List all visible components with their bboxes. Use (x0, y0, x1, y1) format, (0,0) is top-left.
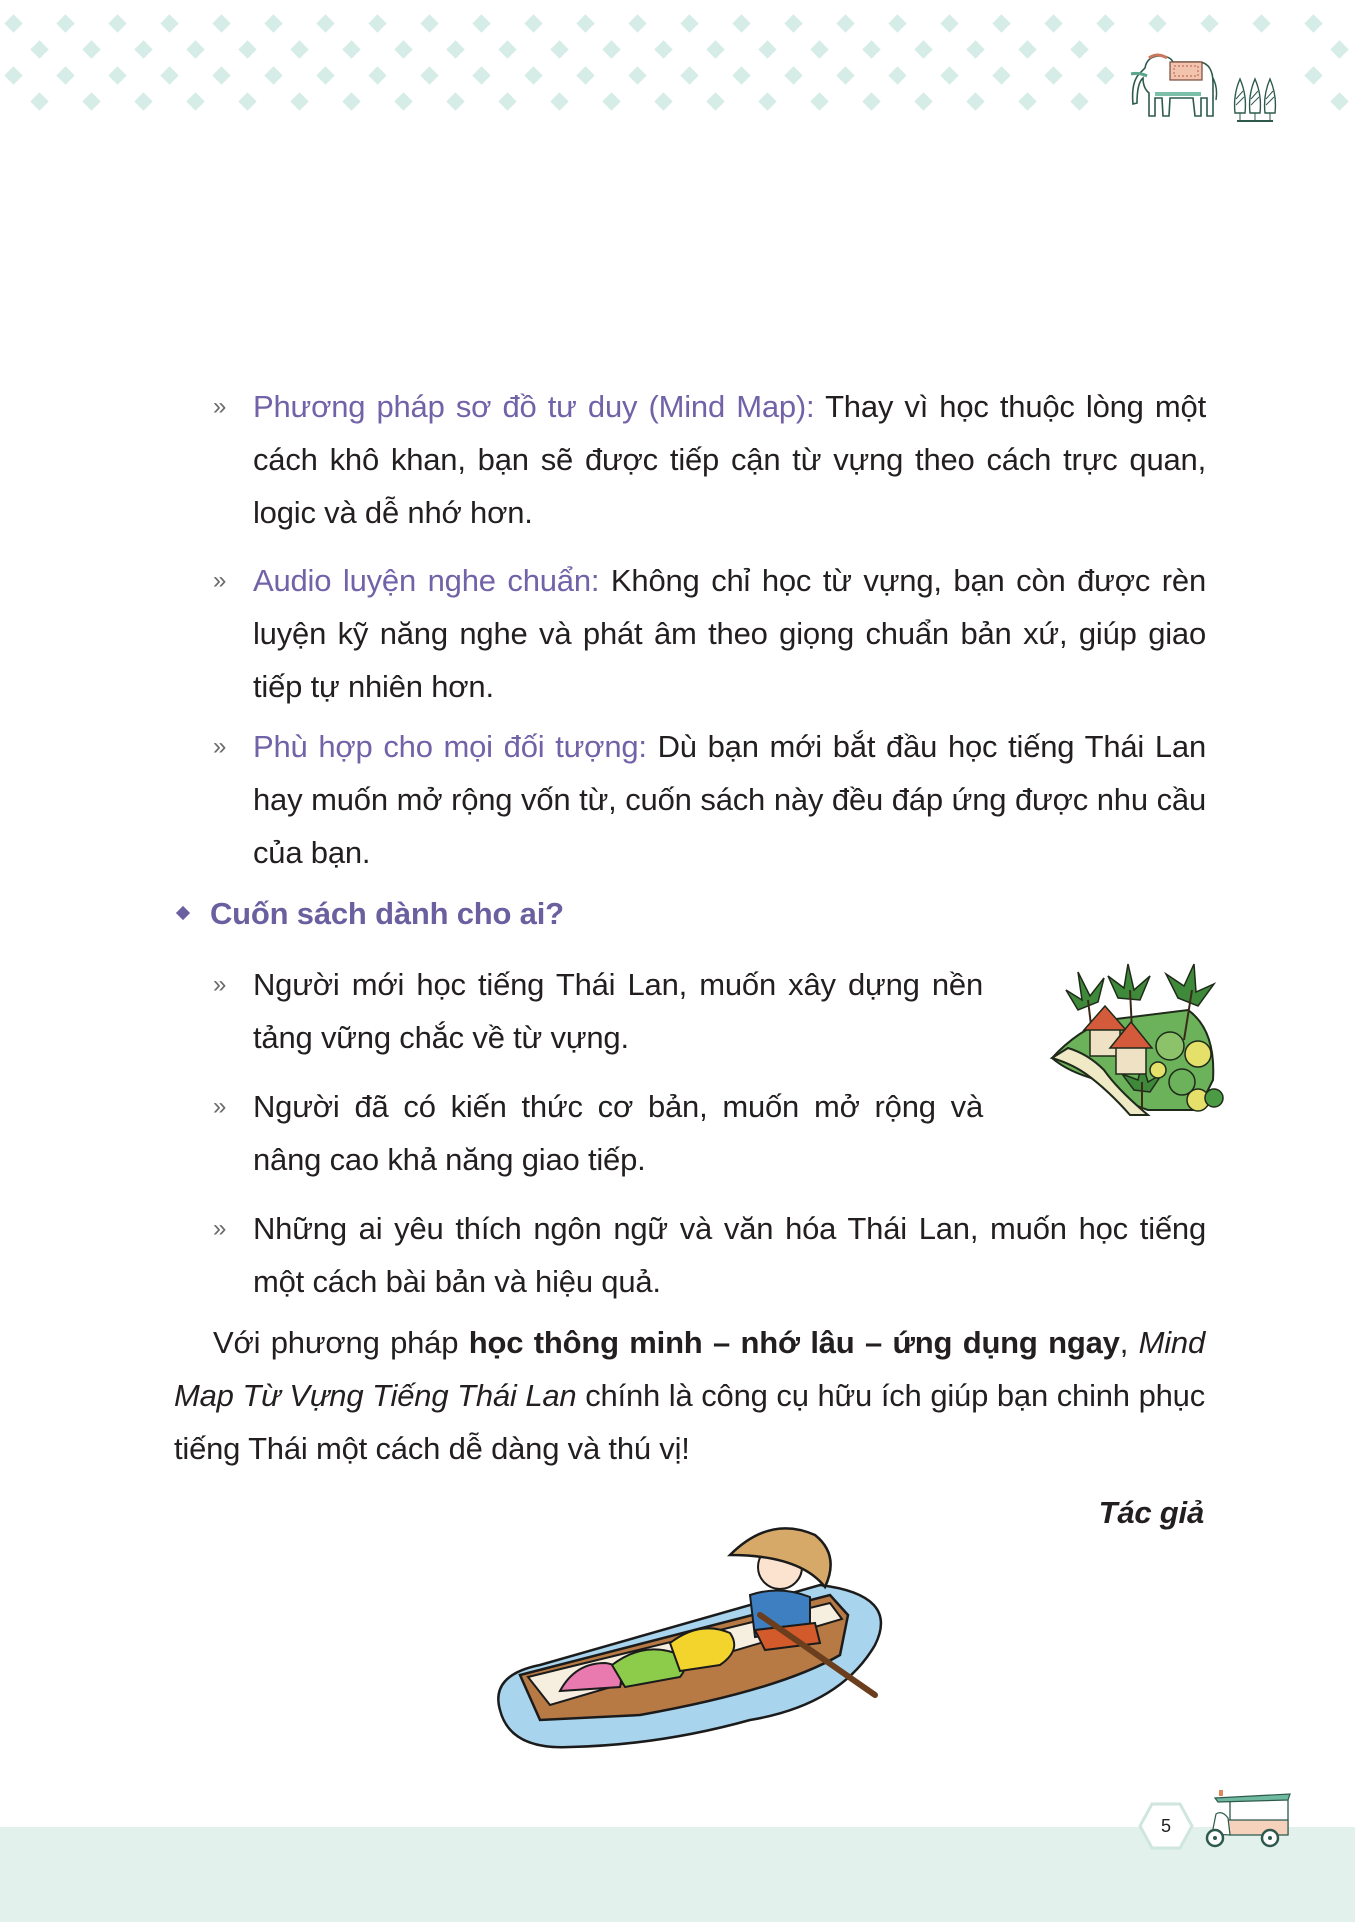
pattern-diamond (1096, 66, 1114, 84)
pattern-diamond (888, 14, 906, 32)
page-number: 5 (1160, 1816, 1171, 1836)
pattern-diamond (524, 14, 542, 32)
feature-item-audience-fit (213, 720, 1206, 879)
feature-text: Dù bạn mới bắt đầu học tiếng Thái Lan hay muốn mở rộng vốn từ, cuốn sách này đều đáp ứng được nhu cầu của bạn. (253, 729, 1206, 870)
book-title: Mind Map Từ Vựng Tiếng Thái Lan (174, 1325, 1206, 1413)
audience-item-text: Những ai yêu thích ngôn ngữ và văn hóa Thái Lan, muốn học tiếng một cách bài bản và hiệu quả. (253, 1211, 1206, 1299)
pattern-diamond (706, 92, 724, 110)
bullet-chevron-icon: » (213, 971, 227, 998)
pattern-diamond (680, 14, 698, 32)
pattern-diamond (576, 66, 594, 84)
pattern-diamond (706, 40, 724, 58)
pattern-diamond (1200, 14, 1218, 32)
pattern-diamond (264, 66, 282, 84)
pattern-diamond (30, 40, 48, 58)
floating-market-boat-illustration (480, 1515, 910, 1760)
pattern-diamond (134, 92, 152, 110)
pattern-diamond (420, 66, 438, 84)
closing-lead: Với phương pháp (213, 1325, 469, 1360)
pattern-diamond (732, 66, 750, 84)
closing-comma: , (1119, 1325, 1139, 1360)
pattern-diamond (602, 40, 620, 58)
pattern-diamond (290, 92, 308, 110)
pattern-diamond (758, 92, 776, 110)
pattern-diamond (394, 92, 412, 110)
feature-item-audio (213, 554, 1206, 713)
pattern-diamond (1070, 40, 1088, 58)
pattern-diamond (30, 92, 48, 110)
pattern-diamond (446, 92, 464, 110)
pattern-diamond (654, 40, 672, 58)
closing-rest: chính là công cụ hữu ích giúp bạn chinh phục tiếng Thái một cách dễ dàng và thú vị! (174, 1378, 1205, 1466)
pattern-diamond (446, 40, 464, 58)
pattern-diamond (1018, 40, 1036, 58)
pattern-diamond (1252, 14, 1270, 32)
pattern-diamond (186, 92, 204, 110)
pattern-diamond (914, 40, 932, 58)
pattern-diamond (56, 14, 74, 32)
closing-paragraph (174, 1316, 1205, 1475)
feature-item-mind-map (213, 380, 1206, 539)
audience-item (213, 1202, 1206, 1308)
pattern-diamond (784, 14, 802, 32)
pattern-diamond (836, 66, 854, 84)
pattern-diamond (186, 40, 204, 58)
pattern-diamond (680, 66, 698, 84)
pattern-diamond (1044, 14, 1062, 32)
heading-text: Cuốn sách dành cho ai? (210, 896, 564, 931)
pattern-diamond (4, 14, 22, 32)
feature-label: Phương pháp sơ đồ tư duy (Mind Map): (253, 389, 815, 424)
bullet-chevron-icon: » (213, 393, 227, 420)
trees-icon (1232, 75, 1278, 123)
pattern-diamond (264, 14, 282, 32)
pattern-diamond (212, 66, 230, 84)
pattern-diamond (992, 14, 1010, 32)
bullet-chevron-icon: » (213, 733, 227, 760)
feature-text: Không chỉ học từ vựng, bạn còn được rèn luyện kỹ năng nghe và phát âm theo giọng chuẩn bản xứ, giúp giao tiếp tự nhiên hơn. (253, 563, 1206, 704)
pattern-diamond (394, 40, 412, 58)
pattern-diamond (784, 66, 802, 84)
pattern-diamond (316, 66, 334, 84)
pattern-diamond (966, 40, 984, 58)
pattern-diamond (316, 14, 334, 32)
pattern-diamond (888, 66, 906, 84)
pattern-diamond (342, 92, 360, 110)
tropical-island-illustration (1038, 950, 1228, 1120)
pattern-diamond (472, 14, 490, 32)
pattern-diamond (290, 40, 308, 58)
bullet-chevron-icon: » (213, 1093, 227, 1120)
pattern-diamond (862, 40, 880, 58)
pattern-diamond (160, 66, 178, 84)
pattern-diamond (940, 14, 958, 32)
pattern-diamond (914, 92, 932, 110)
section-heading-audience (174, 889, 564, 939)
tuk-tuk-icon (1200, 1790, 1295, 1852)
pattern-diamond (108, 66, 126, 84)
pattern-diamond (212, 14, 230, 32)
pattern-diamond (56, 66, 74, 84)
pattern-diamond (966, 92, 984, 110)
pattern-diamond (1044, 66, 1062, 84)
pattern-diamond (420, 14, 438, 32)
pattern-diamond (862, 92, 880, 110)
pattern-diamond (160, 14, 178, 32)
pattern-diamond (550, 92, 568, 110)
pattern-diamond (342, 40, 360, 58)
pattern-diamond (368, 14, 386, 32)
pattern-diamond (238, 92, 256, 110)
pattern-diamond (82, 40, 100, 58)
pattern-diamond (4, 66, 22, 84)
closing-bold: học thông minh – nhớ lâu – ứng dụng ngay (468, 1325, 1120, 1360)
pattern-diamond (550, 40, 568, 58)
audience-item-text: Người mới học tiếng Thái Lan, muốn xây dựng nền tảng vững chắc về từ vựng. (253, 967, 983, 1055)
pattern-diamond (628, 66, 646, 84)
pattern-diamond (472, 66, 490, 84)
feature-label: Audio luyện nghe chuẩn: (253, 563, 600, 598)
pattern-diamond (238, 40, 256, 58)
pattern-diamond (498, 92, 516, 110)
diamond-bullet-icon (176, 906, 190, 920)
pattern-diamond (1148, 14, 1166, 32)
bullet-chevron-icon: » (213, 1215, 227, 1242)
audience-item-text: Người đã có kiến thức cơ bản, muốn mở rộng và nâng cao khả năng giao tiếp. (253, 1089, 983, 1177)
pattern-diamond (1304, 66, 1322, 84)
pattern-diamond (498, 40, 516, 58)
pattern-diamond (576, 14, 594, 32)
pattern-diamond (108, 14, 126, 32)
bullet-chevron-icon: » (213, 567, 227, 594)
pattern-diamond (940, 66, 958, 84)
pattern-diamond (654, 92, 672, 110)
pattern-diamond (1096, 14, 1114, 32)
audience-item (213, 958, 983, 1064)
pattern-diamond (1330, 40, 1348, 58)
pattern-diamond (1070, 92, 1088, 110)
pattern-diamond (732, 14, 750, 32)
pattern-diamond (1304, 14, 1322, 32)
pattern-diamond (134, 40, 152, 58)
signature: Tác giả (1098, 1495, 1204, 1530)
feature-text: Thay vì học thuộc lòng một cách khô khan, bạn sẽ được tiếp cận từ vựng theo cách trực quan, logic và dễ nhớ hơn. (253, 389, 1206, 530)
feature-label: Phù hợp cho mọi đối tượng: (253, 729, 647, 764)
audience-item (213, 1080, 983, 1186)
pattern-diamond (368, 66, 386, 84)
pattern-diamond (810, 92, 828, 110)
pattern-diamond (1330, 92, 1348, 110)
pattern-diamond (628, 14, 646, 32)
pattern-diamond (524, 66, 542, 84)
elephant-icon (1125, 48, 1225, 123)
pattern-diamond (758, 40, 776, 58)
pattern-diamond (992, 66, 1010, 84)
pattern-diamond (836, 14, 854, 32)
pattern-diamond (810, 40, 828, 58)
pattern-diamond (82, 92, 100, 110)
pattern-diamond (602, 92, 620, 110)
pattern-diamond (1018, 92, 1036, 110)
